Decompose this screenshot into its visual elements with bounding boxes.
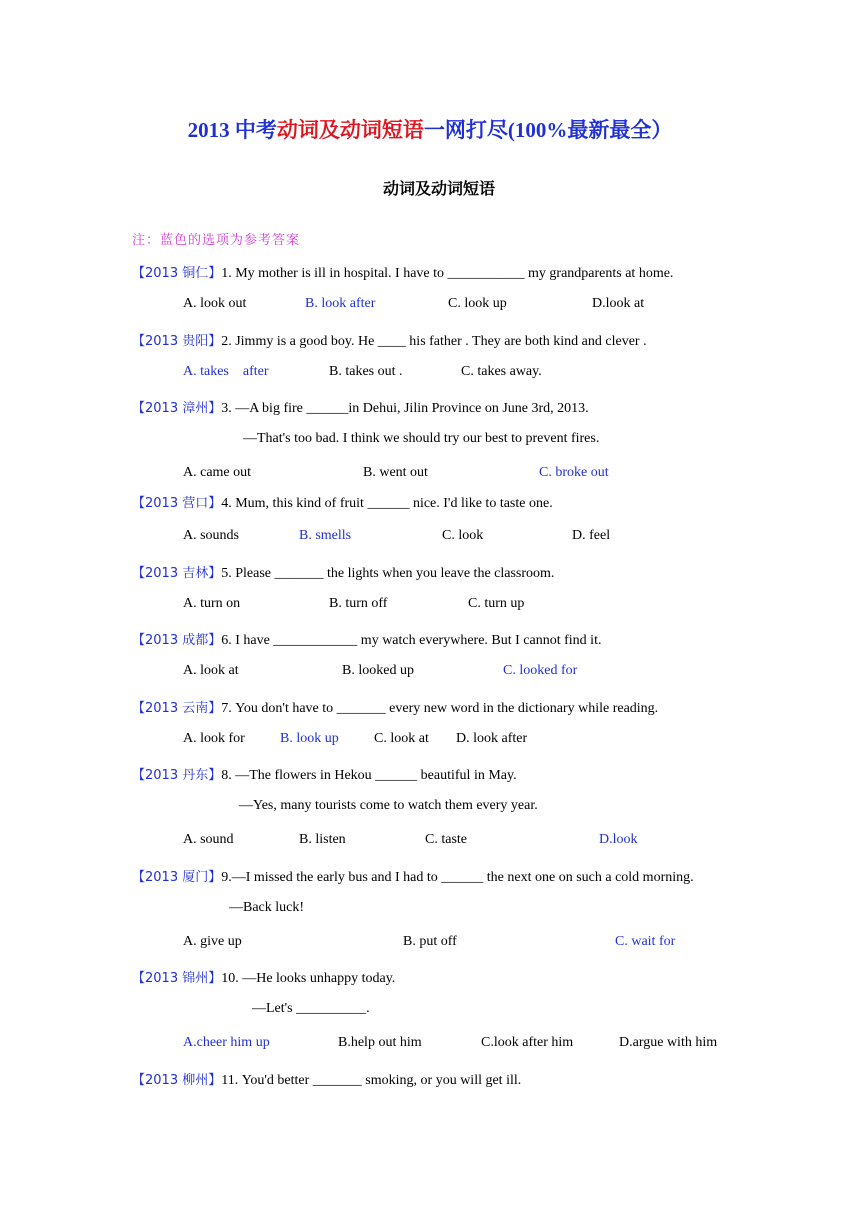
question-4	[132, 492, 553, 512]
question-text: 5. Please _______ the lights when you leave the classroom.	[221, 566, 555, 581]
option-c-answer: C. wait for	[615, 934, 676, 949]
option-b: B. went out	[363, 465, 428, 480]
option-c: C. look	[442, 528, 484, 543]
option-c: C.look after him	[481, 1035, 574, 1050]
question-1	[132, 262, 673, 282]
question-source: 【2013 柳州】	[132, 1073, 222, 1088]
question-text: 10. —He looks unhappy today.	[221, 971, 396, 986]
question-text: 6. I have ____________ my watch everywhere. But I cannot find it.	[221, 633, 602, 648]
option-d: D. feel	[572, 528, 611, 543]
question-source: 【2013 成都】	[132, 633, 222, 648]
section-heading: 动词及动词短语	[382, 179, 495, 198]
option-c: C. turn up	[468, 596, 525, 611]
option-b-answer: B. smells	[299, 528, 352, 543]
answer-note: 注：蓝色的选项为参考答案	[132, 233, 301, 248]
option-d-answer: D.look	[599, 832, 638, 847]
option-a: A. look at	[183, 663, 239, 678]
question-source: 【2013 贵阳】	[132, 334, 222, 349]
question-8-reply: —Yes, many tourists come to watch them every year.	[239, 798, 538, 813]
option-c: C. look at	[374, 731, 429, 746]
question-text: 2. Jimmy is a good boy. He ____ his father . They are both kind and clever .	[221, 334, 647, 349]
question-9-reply: —Back luck!	[229, 900, 305, 915]
question-text: 7. You don't have to _______ every new word in the dictionary while reading.	[221, 701, 659, 716]
question-source: 【2013 厦门】	[132, 870, 222, 885]
question-8	[132, 764, 517, 784]
question-10-reply: —Let's __________.	[252, 1001, 370, 1016]
title-prefix: 2013 中考	[187, 118, 277, 142]
question-text: 8. —The flowers in Hekou ______ beautiful in May.	[221, 768, 517, 783]
question-9	[132, 866, 694, 886]
option-b: B. listen	[299, 832, 346, 847]
option-c-answer: C. looked for	[503, 663, 578, 678]
option-a: A. look for	[183, 731, 245, 746]
question-text: 11. You'd better _______ smoking, or you will get ill.	[221, 1073, 522, 1088]
option-b: B. turn off	[329, 596, 388, 611]
question-text: 3. —A big fire ______in Dehui, Jilin Province on June 3rd, 2013.	[221, 401, 589, 416]
option-d: D.look at	[592, 296, 645, 311]
question-source: 【2013 吉林】	[132, 566, 222, 581]
option-b-answer: B. look after	[305, 296, 376, 311]
question-7	[132, 697, 658, 717]
question-source: 【2013 漳州】	[132, 401, 222, 416]
option-c: C. takes away.	[461, 364, 542, 379]
option-b: B. takes out .	[329, 364, 403, 379]
option-a: A. turn on	[183, 596, 241, 611]
question-source: 【2013 营口】	[132, 496, 222, 511]
option-a: A. sounds	[183, 528, 240, 543]
option-b: B. put off	[403, 934, 457, 949]
option-c: C. taste	[425, 832, 467, 847]
option-a: A. came out	[183, 465, 252, 480]
option-b: B.help out him	[338, 1035, 422, 1050]
option-a: A. sound	[183, 832, 234, 847]
question-text: 4. Mum, this kind of fruit ______ nice. I'd like to taste one.	[221, 496, 553, 511]
question-6	[132, 629, 601, 649]
option-a-answer: A.cheer him up	[183, 1035, 270, 1050]
question-text: 9.—I missed the early bus and I had to ______ the next one on such a cold morning.	[221, 870, 694, 885]
title-suffix: 一网打尽(100%最新最全）	[423, 118, 673, 142]
question-source: 【2013 铜仁】	[132, 266, 222, 281]
option-d: D.argue with him	[619, 1035, 718, 1050]
question-10	[132, 967, 395, 987]
question-11	[132, 1069, 521, 1089]
question-source: 【2013 云南】	[132, 701, 222, 716]
question-text: 1. My mother is ill in hospital. I have to ___________ my grandparents at home.	[221, 266, 674, 281]
option-a: A. look out	[183, 296, 247, 311]
option-a-answer: A. takes after	[183, 364, 269, 379]
document-title	[0, 114, 860, 144]
option-d: D. look after	[456, 731, 528, 746]
question-3-reply: —That's too bad. I think we should try our best to prevent fires.	[243, 431, 600, 446]
question-2	[132, 330, 647, 350]
option-c: C. look up	[448, 296, 507, 311]
title-highlight: 动词及动词短语	[276, 118, 424, 142]
question-source: 【2013 丹东】	[132, 768, 222, 783]
question-5	[132, 562, 554, 582]
question-3	[132, 397, 589, 417]
option-b: B. looked up	[342, 663, 414, 678]
option-a: A. give up	[183, 934, 242, 949]
option-b-answer: B. look up	[280, 731, 339, 746]
question-source: 【2013 锦州】	[132, 971, 222, 986]
option-c-answer: C. broke out	[539, 465, 609, 480]
